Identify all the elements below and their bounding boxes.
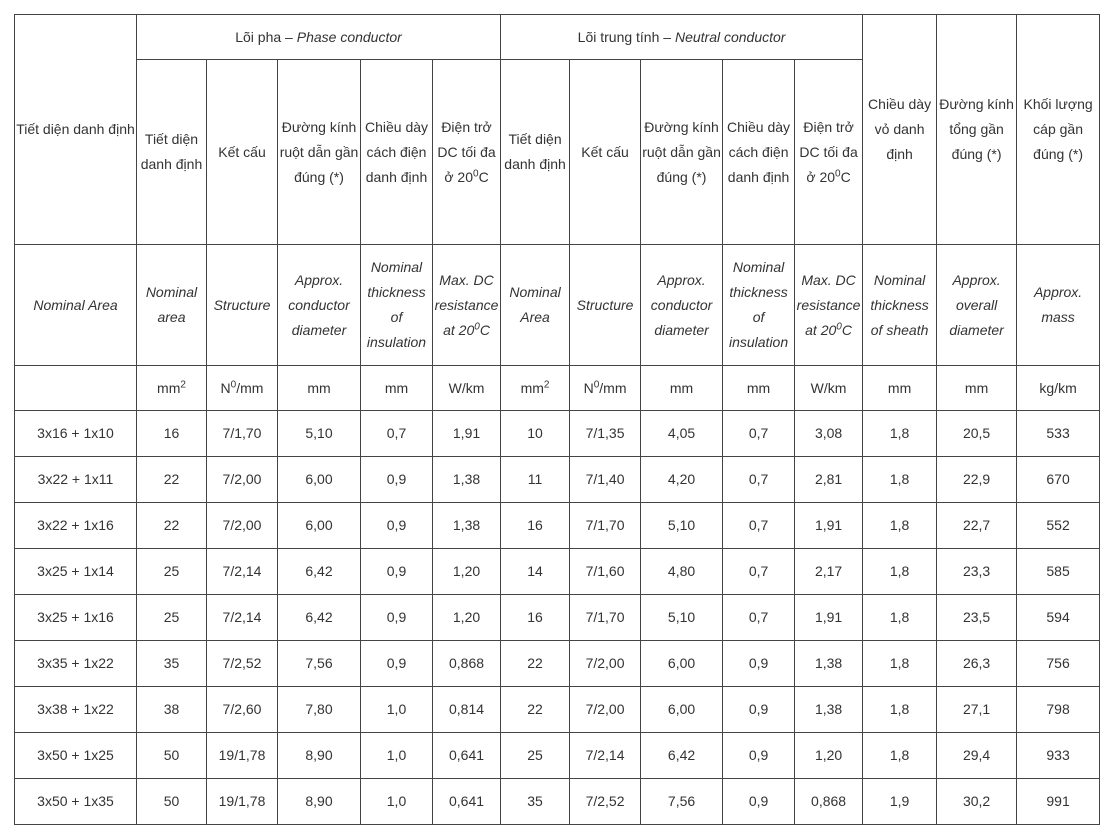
unit-empty bbox=[15, 366, 137, 411]
table-cell: 3x25 + 1x16 bbox=[15, 595, 137, 641]
neutral-structure-en: Structure bbox=[570, 245, 641, 366]
table-cell: 1,8 bbox=[863, 687, 937, 733]
table-row bbox=[15, 503, 1100, 549]
table-cell: 22 bbox=[137, 503, 207, 549]
table-cell: 1,91 bbox=[433, 411, 501, 457]
table-cell: 5,10 bbox=[641, 503, 723, 549]
en-subheader-row bbox=[15, 245, 1100, 366]
phase-area-vn: Tiết diện danh định bbox=[137, 60, 207, 245]
header-neutral-conductor bbox=[501, 15, 863, 60]
table-row bbox=[15, 457, 1100, 503]
neutral-group-vn: Lõi trung tính – bbox=[577, 28, 675, 45]
table-cell: 23,5 bbox=[937, 595, 1017, 641]
unit-phase-area: $mm^2$ bbox=[137, 366, 207, 411]
table-row bbox=[15, 411, 1100, 457]
header-phase-conductor bbox=[137, 15, 501, 60]
table-cell: 10 bbox=[501, 411, 570, 457]
table-cell: 6,00 bbox=[641, 641, 723, 687]
table-cell: 7,56 bbox=[641, 779, 723, 825]
unit-neutral-resistance: W/km bbox=[795, 366, 863, 411]
table-cell: 8,90 bbox=[278, 733, 361, 779]
table-cell: 20,5 bbox=[937, 411, 1017, 457]
table-body bbox=[15, 411, 1100, 825]
neutral-diameter-vn: Đường kính ruột dẫn gần đúng (*) bbox=[641, 60, 723, 245]
table-cell: 3x50 + 1x25 bbox=[15, 733, 137, 779]
header-sheath: Chiều dày vỏ danh định bbox=[863, 15, 937, 245]
table-cell: 22,9 bbox=[937, 457, 1017, 503]
neutral-area-en: Nominal Area bbox=[501, 245, 570, 366]
table-cell: 6,00 bbox=[278, 503, 361, 549]
neutral-resistance-en: Max. DC resistance at $20^0C$ bbox=[795, 245, 863, 366]
table-cell: 0,641 bbox=[433, 733, 501, 779]
table-cell: 22 bbox=[501, 687, 570, 733]
unit-phase-insulation: mm bbox=[361, 366, 433, 411]
neutral-resistance-vn: Điện trở DC tối đa ở $20^0C$ bbox=[795, 60, 863, 245]
unit-neutral-insulation: mm bbox=[723, 366, 795, 411]
table-cell: 7/2,60 bbox=[207, 687, 278, 733]
table-cell: 19/1,78 bbox=[207, 733, 278, 779]
table-cell: 1,8 bbox=[863, 457, 937, 503]
table-row bbox=[15, 779, 1100, 825]
phase-insulation-en: Nominal thickness of insulation bbox=[361, 245, 433, 366]
table-cell: 7/2,14 bbox=[570, 733, 641, 779]
cable-spec-table bbox=[14, 14, 1100, 825]
table-cell: 3x50 + 1x35 bbox=[15, 779, 137, 825]
table-cell: 1,38 bbox=[433, 457, 501, 503]
mass-en: Approx. mass bbox=[1017, 245, 1100, 366]
table-cell: 933 bbox=[1017, 733, 1100, 779]
table-cell: 35 bbox=[137, 641, 207, 687]
table-cell: 7/1,40 bbox=[570, 457, 641, 503]
table-cell: 0,641 bbox=[433, 779, 501, 825]
table-cell: 798 bbox=[1017, 687, 1100, 733]
table-cell: 2,17 bbox=[795, 549, 863, 595]
table-cell: 594 bbox=[1017, 595, 1100, 641]
table-cell: 1,0 bbox=[361, 779, 433, 825]
phase-group-vn: Lõi pha – bbox=[235, 28, 297, 45]
table-cell: 5,10 bbox=[278, 411, 361, 457]
table-cell: 0,814 bbox=[433, 687, 501, 733]
table-cell: 4,20 bbox=[641, 457, 723, 503]
table-cell: 0,9 bbox=[361, 595, 433, 641]
phase-resistance-vn: Điện trở DC tối đa ở $20^0C$ bbox=[433, 60, 501, 245]
table-cell: 0,868 bbox=[795, 779, 863, 825]
table-cell: 1,38 bbox=[433, 503, 501, 549]
phase-structure-vn: Kết cấu bbox=[207, 60, 278, 245]
table-cell: 22 bbox=[137, 457, 207, 503]
table-cell: 1,20 bbox=[433, 549, 501, 595]
table-cell: 11 bbox=[501, 457, 570, 503]
table-cell: 670 bbox=[1017, 457, 1100, 503]
table-cell: 552 bbox=[1017, 503, 1100, 549]
table-cell: 25 bbox=[137, 595, 207, 641]
phase-resistance-en: Max. DC resistance at $20^0C$ bbox=[433, 245, 501, 366]
table-cell: 50 bbox=[137, 733, 207, 779]
unit-neutral-diameter: mm bbox=[641, 366, 723, 411]
table-cell: 3x16 + 1x10 bbox=[15, 411, 137, 457]
table-cell: 27,1 bbox=[937, 687, 1017, 733]
table-cell: 1,8 bbox=[863, 595, 937, 641]
unit-phase-resistance: W/km bbox=[433, 366, 501, 411]
table-cell: 1,0 bbox=[361, 733, 433, 779]
table-cell: 1,8 bbox=[863, 411, 937, 457]
table-cell: 756 bbox=[1017, 641, 1100, 687]
table-cell: 7,56 bbox=[278, 641, 361, 687]
table-cell: 16 bbox=[501, 503, 570, 549]
table-cell: 7,80 bbox=[278, 687, 361, 733]
phase-diameter-vn: Đường kính ruột dẫn gần đúng (*) bbox=[278, 60, 361, 245]
table-cell: 25 bbox=[137, 549, 207, 595]
table-cell: 16 bbox=[137, 411, 207, 457]
table-cell: 1,9 bbox=[863, 779, 937, 825]
table-cell: 16 bbox=[501, 595, 570, 641]
table-cell: 991 bbox=[1017, 779, 1100, 825]
table-cell: 0,9 bbox=[723, 687, 795, 733]
table-cell: 1,8 bbox=[863, 503, 937, 549]
phase-area-en: Nominal area bbox=[137, 245, 207, 366]
header-mass: Khối lượng cáp gần đúng (*) bbox=[1017, 15, 1100, 245]
phase-structure-en: Structure bbox=[207, 245, 278, 366]
unit-phase-structure: $N^0/mm$ bbox=[207, 366, 278, 411]
table-cell: 7/1,60 bbox=[570, 549, 641, 595]
table-cell: 6,42 bbox=[278, 549, 361, 595]
table-cell: 1,8 bbox=[863, 733, 937, 779]
header-nominal-area: Tiết diện danh định bbox=[15, 15, 137, 245]
table-cell: 6,00 bbox=[641, 687, 723, 733]
table-cell: 3x25 + 1x14 bbox=[15, 549, 137, 595]
neutral-insulation-vn: Chiều dày cách điện danh định bbox=[723, 60, 795, 245]
table-cell: 7/2,00 bbox=[207, 503, 278, 549]
table-cell: 7/1,70 bbox=[570, 595, 641, 641]
table-cell: 7/2,14 bbox=[207, 595, 278, 641]
table-cell: 0,7 bbox=[723, 457, 795, 503]
unit-neutral-area: $mm^2$ bbox=[501, 366, 570, 411]
table-cell: 4,05 bbox=[641, 411, 723, 457]
neutral-area-vn: Tiết diện danh định bbox=[501, 60, 570, 245]
table-cell: 7/2,14 bbox=[207, 549, 278, 595]
table-cell: 7/1,35 bbox=[570, 411, 641, 457]
table-cell: 7/1,70 bbox=[207, 411, 278, 457]
unit-row bbox=[15, 366, 1100, 411]
table-cell: 0,9 bbox=[723, 779, 795, 825]
table-row bbox=[15, 733, 1100, 779]
table-cell: 7/2,52 bbox=[207, 641, 278, 687]
table-cell: 25 bbox=[501, 733, 570, 779]
table-cell: 0,7 bbox=[723, 549, 795, 595]
table-cell: 0,9 bbox=[723, 641, 795, 687]
table-cell: 14 bbox=[501, 549, 570, 595]
table-cell: 1,91 bbox=[795, 595, 863, 641]
table-cell: 0,7 bbox=[361, 411, 433, 457]
table-cell: 8,90 bbox=[278, 779, 361, 825]
unit-mass: kg/km bbox=[1017, 366, 1100, 411]
phase-diameter-en: Approx. conductor diameter bbox=[278, 245, 361, 366]
table-cell: 0,9 bbox=[361, 503, 433, 549]
table-cell: 0,7 bbox=[723, 411, 795, 457]
group-header-row bbox=[15, 15, 1100, 60]
unit-phase-diameter: mm bbox=[278, 366, 361, 411]
unit-overall-diameter: mm bbox=[937, 366, 1017, 411]
table-cell: 19/1,78 bbox=[207, 779, 278, 825]
table-cell: 3x35 + 1x22 bbox=[15, 641, 137, 687]
table-cell: 6,42 bbox=[278, 595, 361, 641]
table-cell: 1,38 bbox=[795, 641, 863, 687]
table-cell: 0,868 bbox=[433, 641, 501, 687]
table-cell: 35 bbox=[501, 779, 570, 825]
table-row bbox=[15, 641, 1100, 687]
table-row bbox=[15, 549, 1100, 595]
table-cell: 2,81 bbox=[795, 457, 863, 503]
table-cell: 1,8 bbox=[863, 549, 937, 595]
table-cell: 7/2,00 bbox=[570, 641, 641, 687]
table-cell: 22 bbox=[501, 641, 570, 687]
table-cell: 3x22 + 1x16 bbox=[15, 503, 137, 549]
table-cell: 0,9 bbox=[361, 549, 433, 595]
unit-sheath: mm bbox=[863, 366, 937, 411]
table-cell: 0,9 bbox=[361, 641, 433, 687]
table-cell: 30,2 bbox=[937, 779, 1017, 825]
table-cell: 0,9 bbox=[723, 733, 795, 779]
table-cell: 23,3 bbox=[937, 549, 1017, 595]
table-cell: 3x38 + 1x22 bbox=[15, 687, 137, 733]
table-cell: 7/2,52 bbox=[570, 779, 641, 825]
table-cell: 3x22 + 1x11 bbox=[15, 457, 137, 503]
table-cell: 7/1,70 bbox=[570, 503, 641, 549]
table-cell: 1,38 bbox=[795, 687, 863, 733]
nominal-area-en: Nominal Area bbox=[15, 245, 137, 366]
table-cell: 1,0 bbox=[361, 687, 433, 733]
table-row bbox=[15, 687, 1100, 733]
table-cell: 1,20 bbox=[795, 733, 863, 779]
table-cell: 50 bbox=[137, 779, 207, 825]
neutral-insulation-en: Nominal thickness of insulation bbox=[723, 245, 795, 366]
table-cell: 4,80 bbox=[641, 549, 723, 595]
table-cell: 5,10 bbox=[641, 595, 723, 641]
table-cell: 38 bbox=[137, 687, 207, 733]
header-overall-diameter: Đường kính tổng gần đúng (*) bbox=[937, 15, 1017, 245]
table-cell: 6,00 bbox=[278, 457, 361, 503]
neutral-group-en: Neutral conductor bbox=[674, 28, 786, 45]
table-cell: 1,20 bbox=[433, 595, 501, 641]
sheath-en: Nominal thickness of sheath bbox=[863, 245, 937, 366]
table-cell: 0,9 bbox=[361, 457, 433, 503]
table-cell: 3,08 bbox=[795, 411, 863, 457]
table-cell: 6,42 bbox=[641, 733, 723, 779]
phase-insulation-vn: Chiều dày cách điện danh định bbox=[361, 60, 433, 245]
table-row bbox=[15, 595, 1100, 641]
table-cell: 585 bbox=[1017, 549, 1100, 595]
table-cell: 1,8 bbox=[863, 641, 937, 687]
table-cell: 1,91 bbox=[795, 503, 863, 549]
neutral-diameter-en: Approx. conductor diameter bbox=[641, 245, 723, 366]
phase-group-en: Phase conductor bbox=[296, 28, 402, 45]
table-cell: 0,7 bbox=[723, 503, 795, 549]
table-cell: 0,7 bbox=[723, 595, 795, 641]
unit-neutral-structure: $N^0/mm$ bbox=[570, 366, 641, 411]
table-cell: 29,4 bbox=[937, 733, 1017, 779]
neutral-structure-vn: Kết cấu bbox=[570, 60, 641, 245]
table-cell: 26,3 bbox=[937, 641, 1017, 687]
table-cell: 7/2,00 bbox=[570, 687, 641, 733]
table-cell: 7/2,00 bbox=[207, 457, 278, 503]
overall-diameter-en: Approx. overall diameter bbox=[937, 245, 1017, 366]
table-cell: 22,7 bbox=[937, 503, 1017, 549]
table-cell: 533 bbox=[1017, 411, 1100, 457]
